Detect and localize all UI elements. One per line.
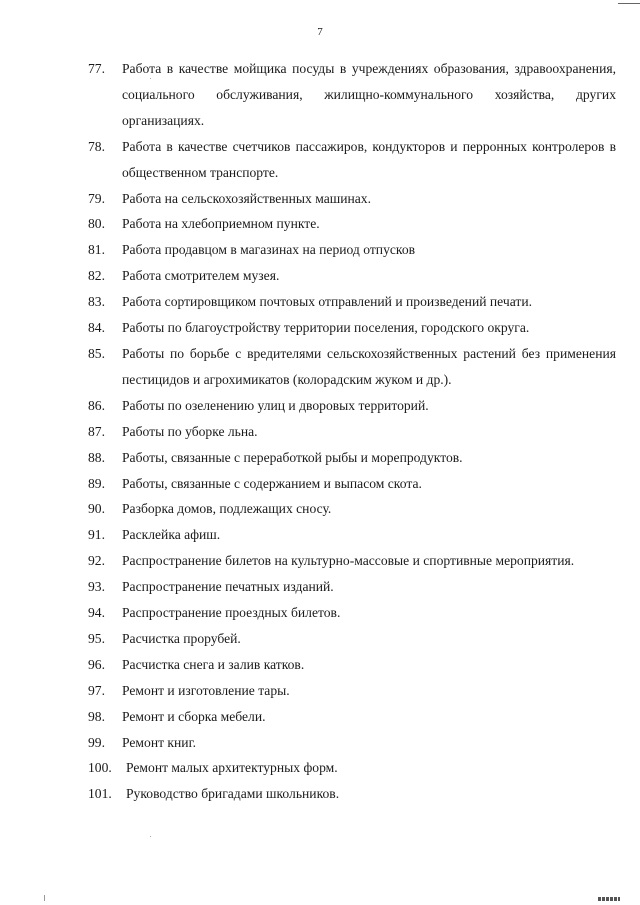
list-item	[88, 237, 616, 263]
item-text: Работы, связанные с содержанием и выпасом скота.	[122, 475, 422, 491]
list-item	[88, 730, 616, 756]
item-text: Работа на сельскохозяйственных машинах.	[122, 190, 371, 206]
item-number: 81.	[88, 242, 105, 258]
item-number: 93.	[88, 579, 105, 595]
item-number: 83.	[88, 294, 105, 310]
item-text: Работа продавцом в магазинах на период отпусков	[122, 242, 416, 258]
item-text: Ремонт книг.	[122, 734, 197, 750]
item-text: Работы по борьбе с вредителями сельскохозяйственных растений без применения пестицидов и агрохимикатов (колорадским жуком и др.).	[122, 345, 616, 387]
scan-mark-bottom-left	[44, 895, 45, 901]
list-item	[88, 600, 616, 626]
item-text: Работа смотрителем музея.	[122, 268, 280, 284]
item-text: Работа сортировщиком почтовых отправлений и произведений печати.	[122, 294, 532, 310]
item-text: Ремонт и изготовление тары.	[122, 682, 290, 698]
item-text: Работы по уборке льна.	[122, 423, 258, 439]
list-item	[88, 315, 616, 341]
list-item	[88, 393, 616, 419]
item-number: 88.	[88, 449, 105, 465]
work-list	[88, 56, 616, 807]
item-number: 91.	[88, 527, 105, 543]
item-number: 97.	[88, 682, 105, 698]
list-item	[88, 704, 616, 730]
scan-speck	[150, 78, 151, 79]
item-text: Распространение печатных изданий.	[122, 579, 334, 595]
item-number: 99.	[88, 734, 105, 750]
list-item	[88, 341, 616, 393]
list-item	[88, 471, 616, 497]
item-number: 92.	[88, 553, 105, 569]
item-text: Распространение проездных билетов.	[122, 605, 341, 621]
item-text: Работы, связанные с переработкой рыбы и морепродуктов.	[122, 449, 463, 465]
item-text: Разборка домов, подлежащих сносу.	[122, 501, 332, 517]
item-number: 100.	[88, 760, 112, 776]
list-item	[88, 548, 616, 574]
item-number: 80.	[88, 216, 105, 232]
item-text: Ремонт и сборка мебели.	[122, 708, 266, 724]
item-text: Работа в качестве мойщика посуды в учреждениях образования, здравоохранения, социального обслуживания, жилищно-коммунального хозяйства, других организациях.	[122, 61, 616, 128]
list-item	[88, 652, 616, 678]
item-text: Работа на хлебоприемном пункте.	[122, 216, 320, 232]
list-item	[88, 445, 616, 471]
list-item	[88, 626, 616, 652]
item-number: 82.	[88, 268, 105, 284]
page-number: 7	[317, 26, 323, 38]
item-text: Работы по озеленению улиц и дворовых территорий.	[122, 397, 429, 413]
item-text: Расчистка снега и залив катков.	[122, 656, 305, 672]
item-number: 87.	[88, 423, 105, 439]
item-number: 79.	[88, 190, 105, 206]
item-number: 96.	[88, 656, 105, 672]
item-text: Ремонт малых архитектурных форм.	[126, 760, 338, 776]
scan-mark-bottom-right	[598, 897, 620, 901]
item-text: Работы по благоустройству территории поселения, городского округа.	[122, 320, 530, 336]
list-item	[88, 574, 616, 600]
item-number: 85.	[88, 345, 105, 361]
item-number: 90.	[88, 501, 105, 517]
list-item	[88, 496, 616, 522]
list-item	[88, 56, 616, 134]
item-number: 89.	[88, 475, 105, 491]
item-number: 77.	[88, 61, 105, 76]
item-number: 101.	[88, 786, 112, 802]
list-item	[88, 134, 616, 186]
item-text: Расчистка прорубей.	[122, 630, 241, 646]
item-number: 94.	[88, 605, 105, 621]
item-text: Расклейка афиш.	[122, 527, 221, 543]
item-text: Работа в качестве счетчиков пассажиров, кондукторов и перронных контролеров в общественном транспорте.	[122, 138, 616, 180]
scan-mark-top	[618, 0, 640, 4]
list-item	[88, 186, 616, 212]
scan-speck	[150, 836, 151, 837]
item-number: 95.	[88, 630, 105, 646]
list-item	[88, 211, 616, 237]
list-item	[88, 263, 616, 289]
item-number: 98.	[88, 708, 105, 724]
item-number: 84.	[88, 320, 105, 336]
list-item	[88, 755, 616, 781]
list-item	[88, 289, 616, 315]
item-number: 78.	[88, 138, 105, 154]
list-item	[88, 781, 616, 807]
item-text: Руководство бригадами школьников.	[126, 786, 340, 802]
item-text: Распространение билетов на культурно-массовые и спортивные мероприятия.	[122, 553, 575, 569]
item-number: 86.	[88, 397, 105, 413]
list-item	[88, 678, 616, 704]
list-item	[88, 522, 616, 548]
list-item	[88, 419, 616, 445]
